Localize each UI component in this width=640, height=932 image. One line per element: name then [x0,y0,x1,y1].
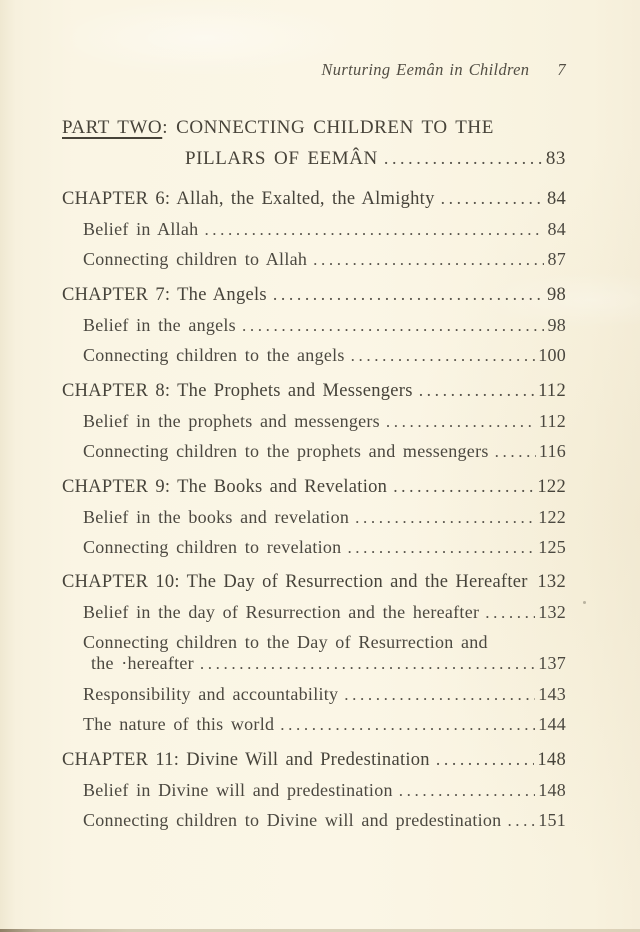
dot-leader [273,284,544,306]
part-title-line2: PILLARS OF EEMÂN [185,148,378,169]
part-title-line1: CONNECTING CHILDREN TO THE [176,117,494,138]
dot-leader [242,315,544,336]
toc-entry-title: Connecting children to Allah [83,249,308,269]
dot-leader [347,537,535,558]
toc-entry [62,572,566,593]
toc-entry [62,602,566,623]
toc-entry-page: 122 [537,477,566,497]
running-header-page-number: 7 [557,60,566,79]
toc-entry-page: 112 [538,381,566,401]
toc-entry-title: CHAPTER 6: Allah, the Exalted, the Almighty [62,189,435,209]
toc-entry [62,632,566,674]
toc-entry-page: 132 [537,572,566,592]
toc-entry-page: 98 [546,285,566,305]
toc-entry-title: Belief in the day of Resurrection and the hereafter [83,602,480,622]
toc-entry-page: 112 [538,411,566,431]
toc-entry [62,411,566,432]
toc-entry-page: 84 [546,189,566,209]
toc-entry-page: 143 [538,684,566,704]
part-label: PART TWO [62,117,163,138]
dot-leader [204,219,544,240]
part-heading [62,113,566,174]
toc-entry-page: 87 [547,249,566,269]
toc-entry-title: Belief in Divine will and predestination [83,780,393,800]
toc-entry-title: The nature of this world [83,714,275,734]
dot-leader [436,749,535,771]
dot-leader [507,810,535,831]
toc-entry [62,441,566,462]
toc-entry [62,810,566,831]
toc-entry-title: CHAPTER 10: The Day of Resurrection and the Hereafter [62,572,528,592]
part-heading-line1 [62,113,566,143]
part-heading-line2 [62,143,566,174]
dot-leader [419,380,535,402]
dot-leader [313,249,544,270]
toc-entry-title: Belief in Allah [83,219,199,239]
dot-leader [280,714,535,735]
toc-entry [62,749,566,771]
dot-leader [495,441,536,462]
running-header-title: Nurturing Eemân in Children [321,60,530,79]
dot-leader [384,143,543,174]
page-content [62,0,566,831]
toc-entry-title-line2: the ·hereafter [91,653,194,673]
toc-entry-page: 116 [538,441,566,461]
toc-entry [62,507,566,528]
dot-leader [344,684,535,705]
toc-entry-title: CHAPTER 7: The Angels [62,285,267,305]
scan-speck [583,601,586,604]
toc-entry-title: Connecting children to Divine will and predestination [83,810,502,830]
dot-leader [355,507,535,528]
dot-leader [393,476,534,498]
running-header [62,60,566,80]
dot-leader [399,780,535,801]
toc-entry-title-line1: Connecting children to the Day of Resurrection and [83,632,488,652]
toc-entry-title: Belief in the prophets and messengers [83,411,380,431]
toc-entry [62,380,566,402]
dot-leader [351,345,536,366]
toc-entry [62,284,566,306]
dot-leader [441,188,544,210]
toc-list [62,188,566,831]
dot-leader [485,602,535,623]
toc-entry-title: Belief in the angels [83,315,236,335]
toc-entry [62,537,566,558]
toc-entry-page: 151 [538,810,566,830]
toc-entry-title: CHAPTER 9: The Books and Revelation [62,477,388,497]
toc-entry-page: 144 [538,714,566,734]
toc-entry [62,315,566,336]
toc-entry-title: Responsibility and accountability [83,684,339,704]
toc-entry [62,219,566,240]
toc-entry-title: CHAPTER 8: The Prophets and Messengers [62,381,413,401]
toc-entry-page: 137 [538,653,566,673]
toc-entry-page: 84 [547,219,566,239]
part-separator: : [162,117,177,138]
toc-entry-page: 148 [537,750,566,770]
toc-entry [62,780,566,801]
toc-entry-line2-row [83,653,566,674]
toc-entry-title: Connecting children to the angels [83,345,345,365]
dot-leader [200,653,535,674]
toc-entry-page: 132 [538,602,566,622]
toc-entry-title: CHAPTER 11: Divine Will and Predestination [62,750,430,770]
toc-entry-title: Connecting children to revelation [83,537,342,557]
dot-leader [386,411,536,432]
toc-entry-page: 98 [547,315,566,335]
toc-entry [62,188,566,210]
toc-entry-page: 122 [538,507,566,527]
toc-entry [62,714,566,735]
toc-entry-title: Connecting children to the prophets and messengers [83,441,489,461]
toc-entry-title: Belief in the books and revelation [83,507,350,527]
toc-entry-page: 125 [538,537,566,557]
part-page-number: 83 [545,148,566,169]
toc-entry [62,249,566,270]
toc-entry [62,684,566,705]
toc-entry-page: 100 [538,345,566,365]
toc-entry [62,476,566,498]
toc-entry-page: 148 [538,780,566,800]
toc-entry [62,345,566,366]
